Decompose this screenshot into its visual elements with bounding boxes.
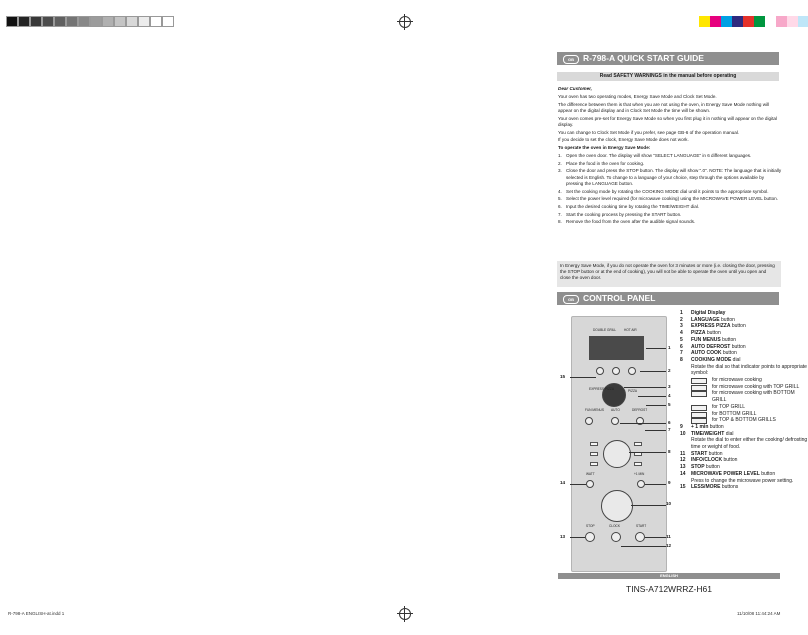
legend-suffix: button xyxy=(730,323,746,330)
panel-label-defrost: DEFROST xyxy=(632,408,648,412)
fun-menus-button[interactable] xyxy=(585,417,593,425)
legend-suffix: buttons xyxy=(720,484,739,491)
mode-text: for BOTTOM GRILL xyxy=(712,410,757,417)
gray-swatch xyxy=(42,16,54,27)
callout-15: 15 xyxy=(560,374,566,379)
step-text: Place the food in the oven for cooking. xyxy=(566,160,645,166)
legend-item xyxy=(680,484,808,491)
callout-line-11 xyxy=(645,537,666,538)
legend-desc: Rotate the dial to enter either the cooking/ defrosting time or weight of food. xyxy=(691,437,808,451)
auto-cook-button[interactable] xyxy=(636,417,644,425)
legend-label: + 1 min xyxy=(691,423,709,430)
legend-label: START xyxy=(691,450,708,457)
panel-label-start: START xyxy=(636,524,647,528)
legend-desc: Press to change the microwave power setting. xyxy=(691,477,794,484)
color-bar xyxy=(699,16,808,27)
mode-text: for TOP & BOTTOM GRILLS xyxy=(712,417,776,424)
intro-p1: Your oven has two operating modes, Energy Save Mode and Clock Set Mode. xyxy=(558,93,717,99)
gray-swatch xyxy=(30,16,42,27)
callout-line-7 xyxy=(645,430,666,431)
gray-swatch xyxy=(66,16,78,27)
cooking-mode-dial[interactable] xyxy=(603,440,631,468)
legend-number: 7 xyxy=(680,350,683,357)
info-clock-button[interactable] xyxy=(611,532,621,542)
mode-symbol-3 xyxy=(590,462,598,466)
step-text: Input the desired cooking time by rotating the TIME/WEIGHT dial. xyxy=(566,203,700,209)
callout-1: 1 xyxy=(668,345,671,350)
legend-label: LANGUAGE xyxy=(691,316,720,323)
salutation: Dear Customer, xyxy=(558,86,592,91)
less-more-button[interactable] xyxy=(612,367,620,375)
operate-step xyxy=(558,189,782,195)
legend-number: 9 xyxy=(680,423,683,430)
panel-label-hot-air: HOT AIR xyxy=(624,328,637,332)
legend-item xyxy=(680,431,808,451)
registration-mark-top xyxy=(399,16,411,28)
intro-p3: Your oven comes pre-set for Energy Save Mode so when you first plug it in nothing will appear on the digital display. xyxy=(558,115,777,127)
step-number: 8. xyxy=(558,219,562,225)
color-swatch xyxy=(732,16,743,27)
callout-9: 9 xyxy=(668,480,671,485)
color-swatch xyxy=(699,16,710,27)
legend-label: EXPRESS PIZZA xyxy=(691,323,731,330)
color-swatch xyxy=(710,16,721,27)
mode-symbol-1 xyxy=(590,442,598,446)
legend-number: 5 xyxy=(680,336,683,343)
legend-item xyxy=(680,317,808,324)
panel-label-min: +1 MIN xyxy=(634,472,645,476)
language-footer: ENGLISH xyxy=(558,573,780,579)
legend-label: Digital Display xyxy=(691,310,726,316)
legend-label: AUTO COOK xyxy=(691,350,722,357)
cooking-mode-item xyxy=(691,390,808,403)
operate-step xyxy=(558,168,782,187)
callout-10: 10 xyxy=(666,501,672,506)
step-number: 4. xyxy=(558,188,562,194)
step-text: Open the oven door. The display will show "SELECT LANGUAGE" in 6 different languages. xyxy=(566,152,752,158)
step-text: Select the power level required (for microwave cooking) using the MICROWAVE POWER LEVEL button. xyxy=(566,196,778,202)
callout-line-4 xyxy=(638,396,666,397)
mode-text: for microwave cooking xyxy=(712,377,762,384)
step-number: 7. xyxy=(558,211,562,217)
cooking-mode-item xyxy=(691,384,808,391)
intro-text xyxy=(558,86,782,227)
gray-swatch xyxy=(18,16,30,27)
step-number: 2. xyxy=(558,160,562,166)
legend-number: 2 xyxy=(680,316,683,323)
legend-suffix: button xyxy=(720,336,737,343)
callout-2: 2 xyxy=(668,368,671,373)
auto-defrost-button[interactable] xyxy=(611,417,619,425)
legend-label: INFO/CLOCK xyxy=(691,457,723,464)
legend-suffix: button xyxy=(719,316,735,323)
gray-swatch xyxy=(126,16,138,27)
guide-title: R-798-A QUICK START GUIDE xyxy=(583,53,704,63)
control-panel-title-bar xyxy=(557,292,779,305)
panel-label-auto: AUTO xyxy=(611,408,620,412)
legend-item xyxy=(680,451,808,458)
legend-label: MICROWAVE POWER LEVEL xyxy=(691,470,760,477)
legend-suffix: dial xyxy=(731,356,741,363)
legend-item xyxy=(680,471,808,484)
control-legend xyxy=(680,310,808,491)
mode-symbol-icon xyxy=(691,391,707,397)
control-panel-title: CONTROL PANEL xyxy=(583,293,656,303)
callout-7: 7 xyxy=(668,427,671,432)
legend-item xyxy=(680,344,808,351)
legend-number: 13 xyxy=(680,464,686,471)
callout-line-9 xyxy=(645,484,666,485)
callout-line-12 xyxy=(621,546,666,547)
callout-line-5 xyxy=(646,405,666,406)
operate-step xyxy=(558,219,782,225)
mode-text: for microwave cooking with TOP GRILL xyxy=(712,383,800,390)
color-swatch xyxy=(787,16,798,27)
legend-item xyxy=(680,323,808,330)
step-text: Remove the food from the oven after the audible signal sounds. xyxy=(566,219,696,225)
legend-label: AUTO DEFROST xyxy=(691,343,731,350)
legend-number: 10 xyxy=(680,430,686,437)
digital-display xyxy=(589,336,644,360)
legend-suffix: button xyxy=(759,470,776,477)
callout-line-13 xyxy=(570,537,585,538)
callout-line-2 xyxy=(640,371,666,372)
safety-warning: Read SAFETY WARNINGS in the manual before operating xyxy=(557,72,779,81)
intro-p4: You can change to Clock Set Mode if you prefer, see page GB-6 of the operation manual. xyxy=(558,129,740,135)
panel-label-watt: WATT xyxy=(586,472,595,476)
legend-suffix: button xyxy=(722,457,738,464)
panel-label-pizza: PIZZA xyxy=(628,389,638,393)
color-swatch xyxy=(721,16,732,27)
mode-symbol-4 xyxy=(634,442,642,446)
cooking-mode-item xyxy=(691,411,808,418)
legend-item xyxy=(680,357,808,364)
legend-suffix: button xyxy=(721,350,737,357)
legend-item xyxy=(680,457,808,464)
legend-number: 3 xyxy=(680,323,683,330)
callout-13: 13 xyxy=(560,534,566,539)
callout-12: 12 xyxy=(666,543,672,548)
slug-right: 11/10/08 11:44:24 AM xyxy=(737,611,781,616)
legend-label: FUN MENUS xyxy=(691,336,721,343)
more-button[interactable] xyxy=(628,367,636,375)
mode-symbol-6 xyxy=(634,462,642,466)
operate-heading: To operate the oven in Energy Save Mode: xyxy=(558,145,651,151)
gray-swatch xyxy=(102,16,114,27)
gray-swatch xyxy=(150,16,162,27)
legend-item xyxy=(680,337,808,344)
color-swatch xyxy=(798,16,808,27)
callout-3: 3 xyxy=(668,384,671,389)
legend-number: 14 xyxy=(680,470,686,477)
document-code: TINS-A712WRRZ-H61 xyxy=(626,584,712,594)
panel-label-double-grill: DOUBLE GRILL xyxy=(593,328,617,332)
callout-line-8 xyxy=(629,452,666,453)
legend-number: 1 xyxy=(680,310,683,316)
legend-item xyxy=(680,330,808,337)
panel-label-express: EXPRESS PIZZA xyxy=(589,387,614,391)
step-number: 5. xyxy=(558,196,562,202)
mode-symbol-5 xyxy=(634,452,642,456)
callout-line-1 xyxy=(646,348,666,349)
gray-swatch xyxy=(54,16,66,27)
gray-swatch xyxy=(138,16,150,27)
panel-label-clock: CLOCK xyxy=(609,524,620,528)
cooking-mode-item xyxy=(691,417,808,424)
cooking-mode-item xyxy=(691,377,808,384)
step-text: Close the door and press the STOP button. The display will show ".0". NOTE: The language that is initially selected is English. To change to a language of your choice, step through the options available by pressing the LANGUAGE button. xyxy=(566,168,782,186)
legend-label: LESS/MORE xyxy=(691,484,721,491)
operate-step xyxy=(558,204,782,210)
legend-label: PIZZA xyxy=(691,330,706,337)
mode-text: for TOP GRILL xyxy=(712,403,746,410)
step-text: Start the cooking process by pressing the START button. xyxy=(566,211,682,217)
legend-suffix: button xyxy=(704,464,720,471)
callout-line-15 xyxy=(570,377,596,378)
legend-suffix: dial xyxy=(724,430,734,437)
step-number: 1. xyxy=(558,152,562,158)
gray-swatch xyxy=(114,16,126,27)
energy-save-note: In Energy Save Mode, if you do not operate the oven for 3 minutes or more (i.e. closing the door, pressing the STOP button or at the end of cooking), you will not be able to operate the oven until you open and close the oven door. xyxy=(557,261,781,287)
operate-step xyxy=(558,153,782,159)
legend-suffix: button xyxy=(708,423,724,430)
step-number: 6. xyxy=(558,203,562,209)
color-swatch xyxy=(754,16,765,27)
legend-number: 8 xyxy=(680,356,683,363)
legend-item xyxy=(680,310,808,317)
callout-8: 8 xyxy=(668,449,671,454)
legend-suffix: button xyxy=(730,343,746,350)
legend-number: 4 xyxy=(680,330,683,337)
callout-6: 6 xyxy=(668,420,671,425)
operate-step xyxy=(558,161,782,167)
color-swatch xyxy=(776,16,787,27)
callout-4: 4 xyxy=(668,393,671,398)
slug-left: R-798-A ENGLISH-at.indd 1 xyxy=(8,611,65,616)
legend-number: 15 xyxy=(680,484,686,491)
gray-swatch xyxy=(162,16,174,27)
color-swatch xyxy=(743,16,754,27)
gray-swatch xyxy=(78,16,90,27)
legend-label: COOKING MODE xyxy=(691,356,732,363)
gb-badge-2: GB xyxy=(563,295,579,304)
legend-item xyxy=(680,464,808,471)
legend-number: 11 xyxy=(680,450,686,457)
legend-item xyxy=(680,424,808,431)
cooking-mode-desc: Rotate the dial so that indicator points to appropriate symbol: xyxy=(691,363,807,377)
mode-text: for microwave cooking with BOTTOM GRILL xyxy=(712,390,795,404)
gray-swatch xyxy=(6,16,18,27)
legend-suffix: button xyxy=(707,450,723,457)
grayscale-bar xyxy=(6,16,174,27)
operate-step xyxy=(558,212,782,218)
callout-line-10 xyxy=(631,505,666,506)
language-button[interactable] xyxy=(596,367,604,375)
stop-button[interactable] xyxy=(585,532,595,542)
legend-number: 12 xyxy=(680,457,686,464)
step-number: 3. xyxy=(558,168,562,174)
mode-symbol-2 xyxy=(590,452,598,456)
gb-badge: GB xyxy=(563,55,579,64)
legend-label: TIME/WEIGHT xyxy=(691,430,725,437)
panel-label-stop: STOP xyxy=(586,524,595,528)
cooking-mode-item xyxy=(691,404,808,411)
intro-p5: If you decide to set the clock, Energy Save Mode does not work. xyxy=(558,137,689,143)
legend-suffix: button xyxy=(705,330,721,337)
start-button[interactable] xyxy=(635,532,645,542)
operate-step xyxy=(558,196,782,202)
plus-1-min-button[interactable] xyxy=(637,480,645,488)
operate-steps xyxy=(558,153,782,226)
legend-number: 6 xyxy=(680,343,683,350)
panel-label-fun: FUN MENUS xyxy=(585,408,604,412)
gray-swatch xyxy=(90,16,102,27)
callout-line-6 xyxy=(620,423,666,424)
callout-line-3 xyxy=(624,387,666,388)
callout-11: 11 xyxy=(666,534,671,539)
time-weight-dial[interactable] xyxy=(601,490,633,522)
intro-p2: The difference between them is that when you are not using the oven, in Energy Save Mode nothing will appear on the digital display and in Clock Set Mode the time will be shown. xyxy=(558,101,770,113)
step-text: Set the cooking mode by rotating the COOKING MODE dial until it points to the appropriate symbol. xyxy=(566,188,769,194)
registration-mark-bottom xyxy=(399,608,411,620)
microwave-power-level-button[interactable] xyxy=(586,480,594,488)
callout-line-14 xyxy=(570,484,586,485)
legend-label: STOP xyxy=(691,464,705,471)
callout-5: 5 xyxy=(668,402,671,407)
legend-item xyxy=(680,350,808,357)
callout-14: 14 xyxy=(560,480,566,485)
color-swatch xyxy=(765,16,776,27)
guide-title-bar xyxy=(557,52,779,65)
